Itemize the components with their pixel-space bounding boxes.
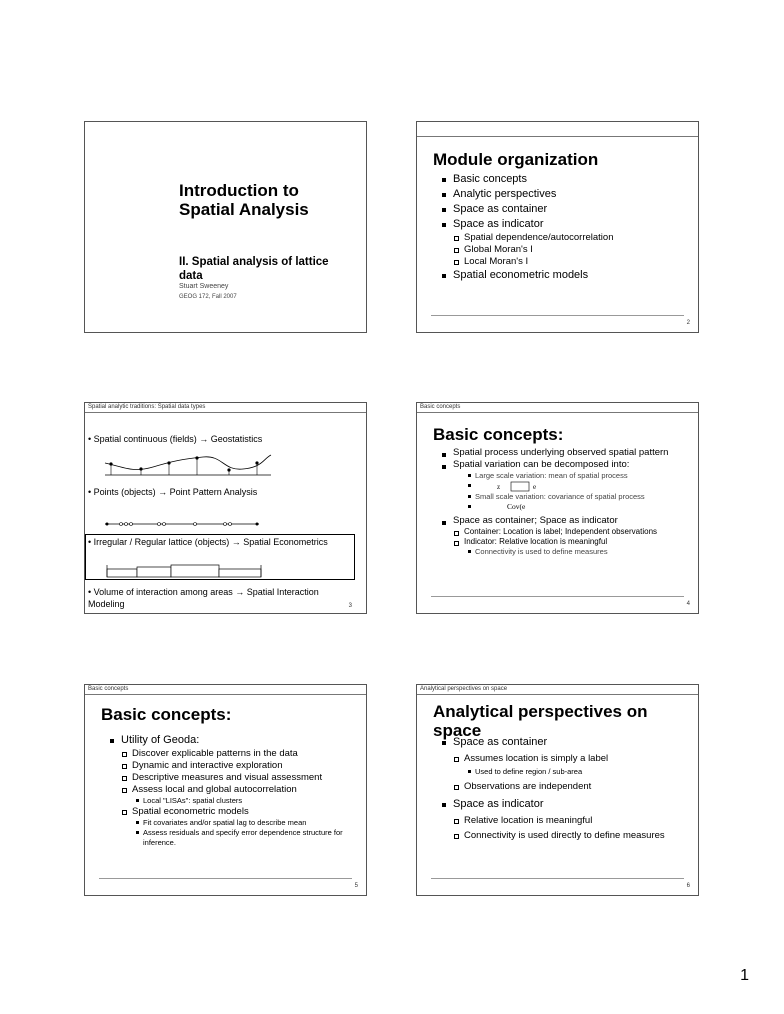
footer-rule: [431, 315, 684, 316]
formula-mean: [441, 481, 691, 492]
list-item: Discover explicable patterns in the data: [109, 748, 364, 760]
page-number: 1: [740, 967, 749, 984]
bullet-list: [441, 735, 691, 842]
slide-title: Basic concepts:: [101, 705, 232, 724]
data-type-lattice: • Irregular / Regular lattice (objects) → Spatial Econometrics: [88, 537, 328, 547]
slide-subtitle: [179, 255, 329, 283]
title-line-1: Introduction to: [179, 181, 299, 200]
formula-cov: [441, 502, 691, 513]
slide-title: Module organization: [433, 150, 599, 169]
list-item: Space as indicator: [441, 797, 691, 812]
list-item: Analytic perspectives: [441, 187, 613, 202]
author: Stuart Sweeney: [179, 283, 229, 290]
list-item: Assess local and global autocorrelation: [109, 784, 364, 796]
list-item: Spatial econometric models: [441, 268, 613, 283]
slide-2: [416, 121, 699, 333]
slide-6: [416, 684, 699, 896]
list-item: Descriptive measures and visual assessment: [109, 772, 364, 784]
slide-title: Basic concepts:: [433, 425, 564, 444]
list-item: Observations are independent: [441, 781, 691, 793]
title-line-2: Spatial Analysis: [179, 200, 309, 219]
list-item: Global Moran's I: [441, 244, 613, 256]
list-item: Spatial econometric models: [109, 806, 364, 818]
footer-rule: [431, 596, 684, 597]
slide-title: [179, 181, 309, 219]
formula-e: e: [533, 483, 537, 491]
interaction-line-1: • Volume of interaction among areas → Spatial Interaction: [88, 587, 319, 597]
formula-mean-graphic: [497, 481, 557, 492]
footer-rule: [431, 878, 684, 879]
list-item: Local "LISAs": spatial clusters: [109, 796, 364, 806]
slide-header: [417, 122, 698, 137]
subtitle-line-2: data: [179, 270, 203, 282]
list-item: Spatial process underlying observed spatial pattern: [441, 447, 691, 459]
bullet-list: [441, 447, 691, 557]
list-item: Space as container: [441, 202, 613, 217]
list-item: Space as indicator: [441, 217, 613, 232]
bullet-list: [109, 733, 364, 848]
list-item: Indicator: Relative location is meaningful: [441, 537, 691, 547]
point-pattern-diagram: [103, 520, 263, 528]
list-item: Assess residuals and specify error dependence structure for inference.: [109, 828, 364, 848]
list-item: Connectivity is used directly to define measures: [441, 830, 691, 842]
slide-number: 4: [686, 601, 690, 607]
list-item: Utility of Geoda:: [109, 733, 364, 748]
data-type-fields: • Spatial continuous (fields) → Geostatistics: [88, 434, 263, 444]
list-item: Large scale variation: mean of spatial process: [441, 471, 691, 481]
field-surface-diagram: [103, 451, 273, 477]
slide-4: [416, 402, 699, 614]
data-type-interaction: [88, 586, 319, 610]
list-item: Relative location is meaningful: [441, 815, 691, 827]
course: GEOG 172, Fall 2007: [179, 294, 237, 300]
slide-header: Analytical perspectives on space: [417, 685, 698, 695]
slide-number: 2: [686, 320, 690, 326]
subtitle-line-1: II. Spatial analysis of lattice: [179, 256, 329, 268]
lattice-diagram: [103, 563, 268, 578]
list-item: Spatial dependence/autocorrelation: [441, 232, 613, 244]
list-item: Space as container; Space as indicator: [441, 515, 691, 527]
bullet-list: [441, 172, 613, 283]
slide-header: Basic concepts: [85, 685, 366, 695]
list-item: Dynamic and interactive exploration: [109, 760, 364, 772]
footer-rule: [99, 878, 352, 879]
data-type-points: • Points (objects) → Point Pattern Analysis: [88, 487, 258, 497]
slide-3: [84, 402, 367, 614]
list-item: Connectivity is used to define measures: [441, 547, 691, 557]
list-item: Spatial variation can be decomposed into:: [441, 459, 691, 471]
list-item: Small scale variation: covariance of spatial process: [441, 492, 691, 502]
list-item: Local Moran's I: [441, 256, 613, 268]
slide-5: [84, 684, 367, 896]
interaction-line-2: Modeling: [88, 599, 125, 609]
slide-1: [84, 121, 367, 333]
list-item: Space as container: [441, 735, 691, 750]
slide-header: Spatial analytic traditions: Spatial data types: [85, 403, 366, 413]
slide-number: 3: [348, 603, 352, 609]
formula-z: z: [497, 483, 501, 491]
slide-number: 6: [686, 883, 690, 889]
list-item: Basic concepts: [441, 172, 613, 187]
list-item: Used to define region / sub-area: [441, 767, 691, 777]
list-item: Assumes location is simply a label: [441, 753, 691, 765]
formula-cov-text: Cov(e: [507, 502, 526, 511]
slide-header: Basic concepts: [417, 403, 698, 413]
slide-title: Analytical perspectives on space: [433, 702, 648, 740]
list-item: Container: Location is label; Independent observations: [441, 527, 691, 537]
slide-number: 5: [354, 883, 358, 889]
list-item: Fit covariates and/or spatial lag to describe mean: [109, 818, 364, 828]
